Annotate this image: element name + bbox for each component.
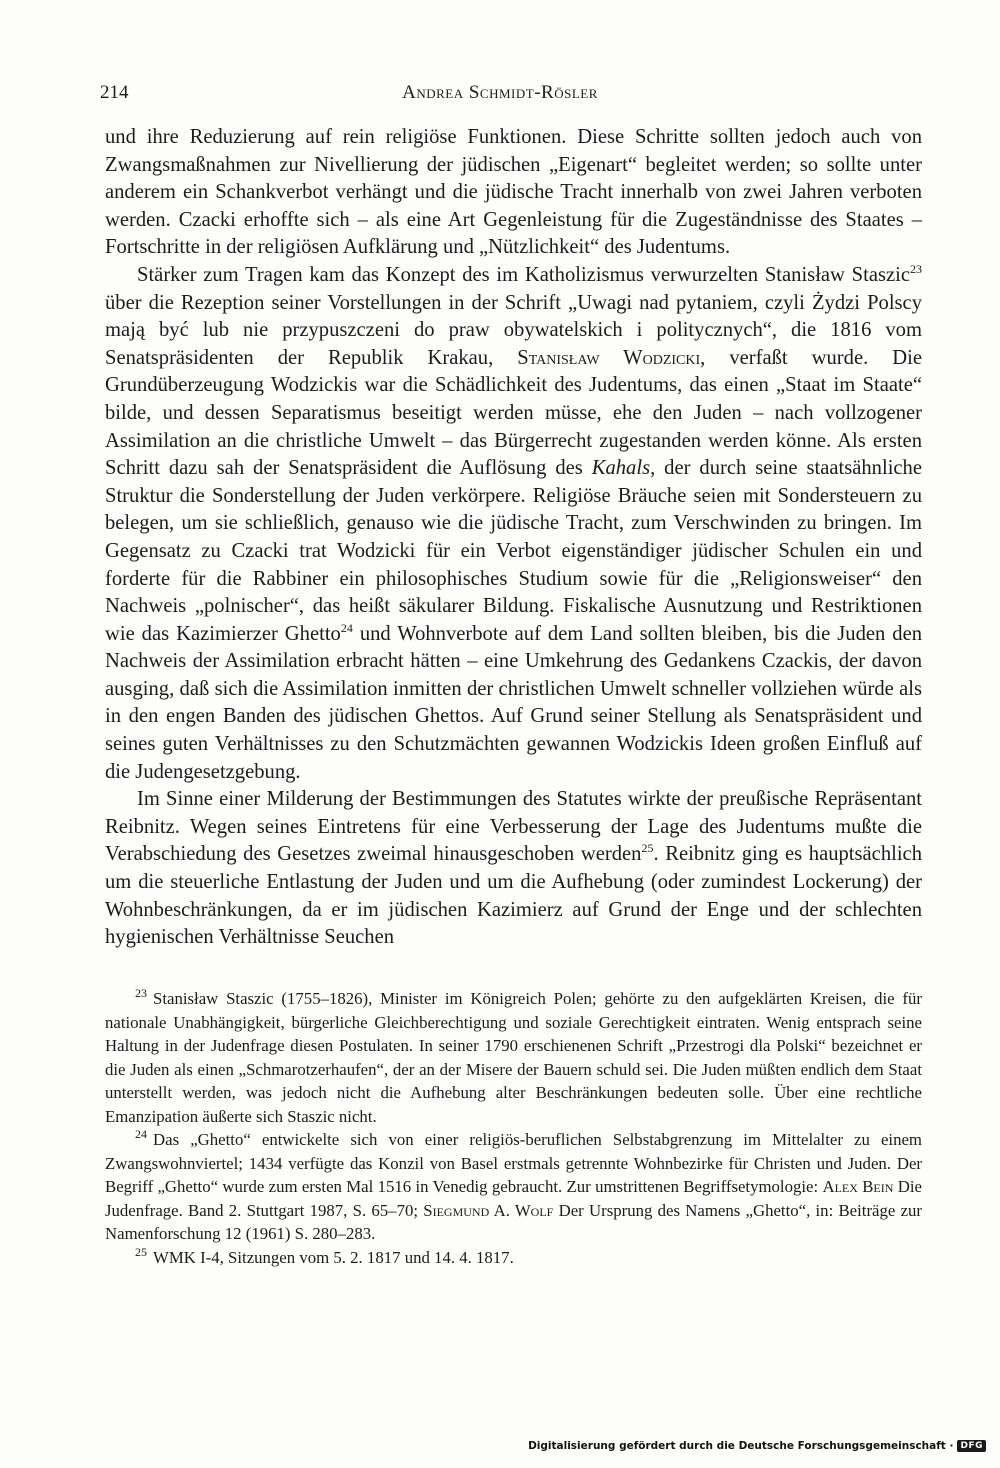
running-head: Andrea Schmidt-Rösler <box>402 82 598 103</box>
paragraph-2-text-e: und Wohnverbote auf dem Land sollten bleiben, bis die Juden den Nachweis der Assimilation erbracht hätten – eine Umkehrung des Gedankens Czackis, der davon ausging, daß sich die Assimilation inmitten der christlichen Umwelt schneller vollziehen würde als in den engen Banden des jüdischen Ghettos. Auf Grund seiner Stellung als Senatspräsident und seines guten Verhältnisses zu den Schutzmächten gewannen Wodzickis Ideen großen Einfluß auf die Judengesetzgebung. <box>105 622 923 783</box>
page-header <box>100 82 900 112</box>
paragraph-2-text-d: , der durch seine staatsähnliche Struktur die Sonderstellung der Juden verkörpere. Religiöse Bräuche seien mit Sondersteuern zu belegen, um sie schließlich, genauso wie die jüdische Tracht, zum Verschwinden zu bringen. Im Gegensatz zu Czacki trat Wodzicki für ein Verbot eigenständiger jüdischer Schulen ein und forderte für die Rabbiner ein philosophisches Studium sowie für die „Religionsweiser“ den Nachweis „polnischer“, das heißt säkularer Bildung. Fiskalische Ausnutzung und Restriktionen wie das Kazimierzer Ghetto <box>105 457 922 645</box>
footnote-ref-23[interactable]: 23 <box>910 262 922 277</box>
paragraph-2-text-c: , verfaßt wurde. Die Grundüberzeugung Wodzickis war die Schädlichkeit des Judentums, das einen „Staat im Staate“ bilde, und dessen Separatismus beseitigt werden müsse, ehe den Juden – nach vollzogener Assimilation an die christliche Umwelt – das Bürgerrecht zugestanden werden könne. Als ersten Schritt dazu sah der Senatspräsident die Auflösung des <box>105 346 922 480</box>
footnote-ref-24[interactable]: 24 <box>340 620 353 635</box>
digitization-notice <box>528 1440 986 1452</box>
author-name-wodzicki: Stanisław Wodzicki <box>517 346 701 369</box>
footnote-ref-25[interactable]: 25 <box>641 841 654 856</box>
footnote-25 <box>105 1246 922 1270</box>
footnote-number: 25 <box>135 1244 147 1259</box>
paragraph-3-text-a: Im Sinne einer Milderung der Bestimmungen des Statutes wirkte der preußische Repräsentant Reibnitz. Wegen seines Eintretens für eine Verbesserung der Lage des Judentums mußte die Verabschiedung des Gesetzes zweimal hinausgeschoben werden <box>105 788 922 866</box>
author-name-wolf: Siegmund A. Wolf <box>423 1200 554 1220</box>
dfg-logo-icon: DFG <box>957 1440 986 1452</box>
paragraph-2-text-b: über die Rezeption seiner Vorstellungen in der Schrift „Uwagi nad pytaniem, czyli Żydzi Polscy mają być lub nie przypuszczeni do praw obywatelskich i politycznych“, die 1816 vom Senatspräsidenten der Republik Krakau, <box>105 291 922 369</box>
footnotes <box>105 987 922 1269</box>
footnote-number: 23 <box>135 986 147 1001</box>
footnote-24-text-a: Das „Ghetto“ entwickelte sich von einer religiös-beruflichen Selbstabgrenzung im Mittelalter zu einem Zwangswohnviertel; 1434 verfügte das Konzil von Basel erstmals getrennte Wohnbezirke für Christen und Juden. Der Begriff „Ghetto“ wurde zum ersten Mal 1516 in Venedig gebraucht. Zur umstrittenen Begriffsetymologie: <box>105 1130 922 1196</box>
page-number: 214 <box>100 82 129 103</box>
digitization-notice-text: Digitalisierung gefördert durch die Deutsche Forschungsgemeinschaft · <box>528 1440 954 1452</box>
body-text <box>105 124 922 952</box>
paragraph-1: und ihre Reduzierung auf rein religiöse Funktionen. Diese Schritte sollten jedoch auch von Zwangsmaßnahmen zur Nivellierung der jüdischen „Eigenart“ begleitet werden; so sollte unter anderem ein Schankverbot verhängt und die jüdische Tracht innerhalb von zwei Jahren verboten werden. Czacki erhoffte sich – als eine Art Gegenleistung für die Zugeständnisse des Staates – Fortschritte in der religiösen Aufklärung und „Nützlichkeit“ des Judentums. <box>105 126 922 259</box>
author-name-bein: Alex Bein <box>822 1177 894 1196</box>
footnote-24 <box>105 1128 922 1246</box>
footnote-25-text: WMK I-4, Sitzungen vom 5. 2. 1817 und 14. 4. 1817. <box>153 1247 514 1267</box>
paragraph-2 <box>105 262 922 786</box>
footnote-23-text: Stanisław Staszic (1755–1826), Minister im Königreich Polen; gehörte zu den aufgeklärten Kreisen, die für nationale Unabhängigkeit, bürgerliche Gleichberechtigung und soziale Gerechtigkeit eintraten. Wenig entsprach seine Haltung in der Judenfrage diesen Postulaten. In seiner 1790 erschienenen Schrift „Przestrogi dla Polski“ bezeichnet er die Juden als einen „Schmarotzerhaufen“, der an der Misere der Bauern schuld sei. Die Juden müßten endlich dem Staat unterstellt werden, was jedoch nicht die Aufhebung alter Beschränkungen bedeuten solle. Über eine rechtliche Emanzipation äußerte sich Staszic nicht. <box>105 989 922 1126</box>
paragraph-2-text-a: Stärker zum Tragen kam das Konzept des im Katholizismus verwurzelten Stanisław Staszic <box>137 263 910 286</box>
paragraph-3 <box>105 786 922 952</box>
term-kahals: Kahals <box>591 457 651 480</box>
footnote-24-text-b: Die Judenfrage. Band 2. Stuttgart 1987, S. 65–70; <box>105 1177 922 1220</box>
footnote-number: 24 <box>135 1127 147 1142</box>
paragraph-3-text-b: . Reibnitz ging es hauptsächlich um die steuerliche Entlastung der Juden und um die Aufhebung (oder zumindest Lockerung) der Wohnbeschränkungen, da er im jüdischen Kazimierz auf Grund der Enge und der schlechten hygienischen Verhältnisse Seuchen <box>105 843 922 949</box>
footnote-24-text-c: Der Ursprung des Namens „Ghetto“, in: Beiträge zur Namenforschung 12 (1961) S. 280–283. <box>105 1200 923 1243</box>
footnote-23 <box>105 987 922 1128</box>
